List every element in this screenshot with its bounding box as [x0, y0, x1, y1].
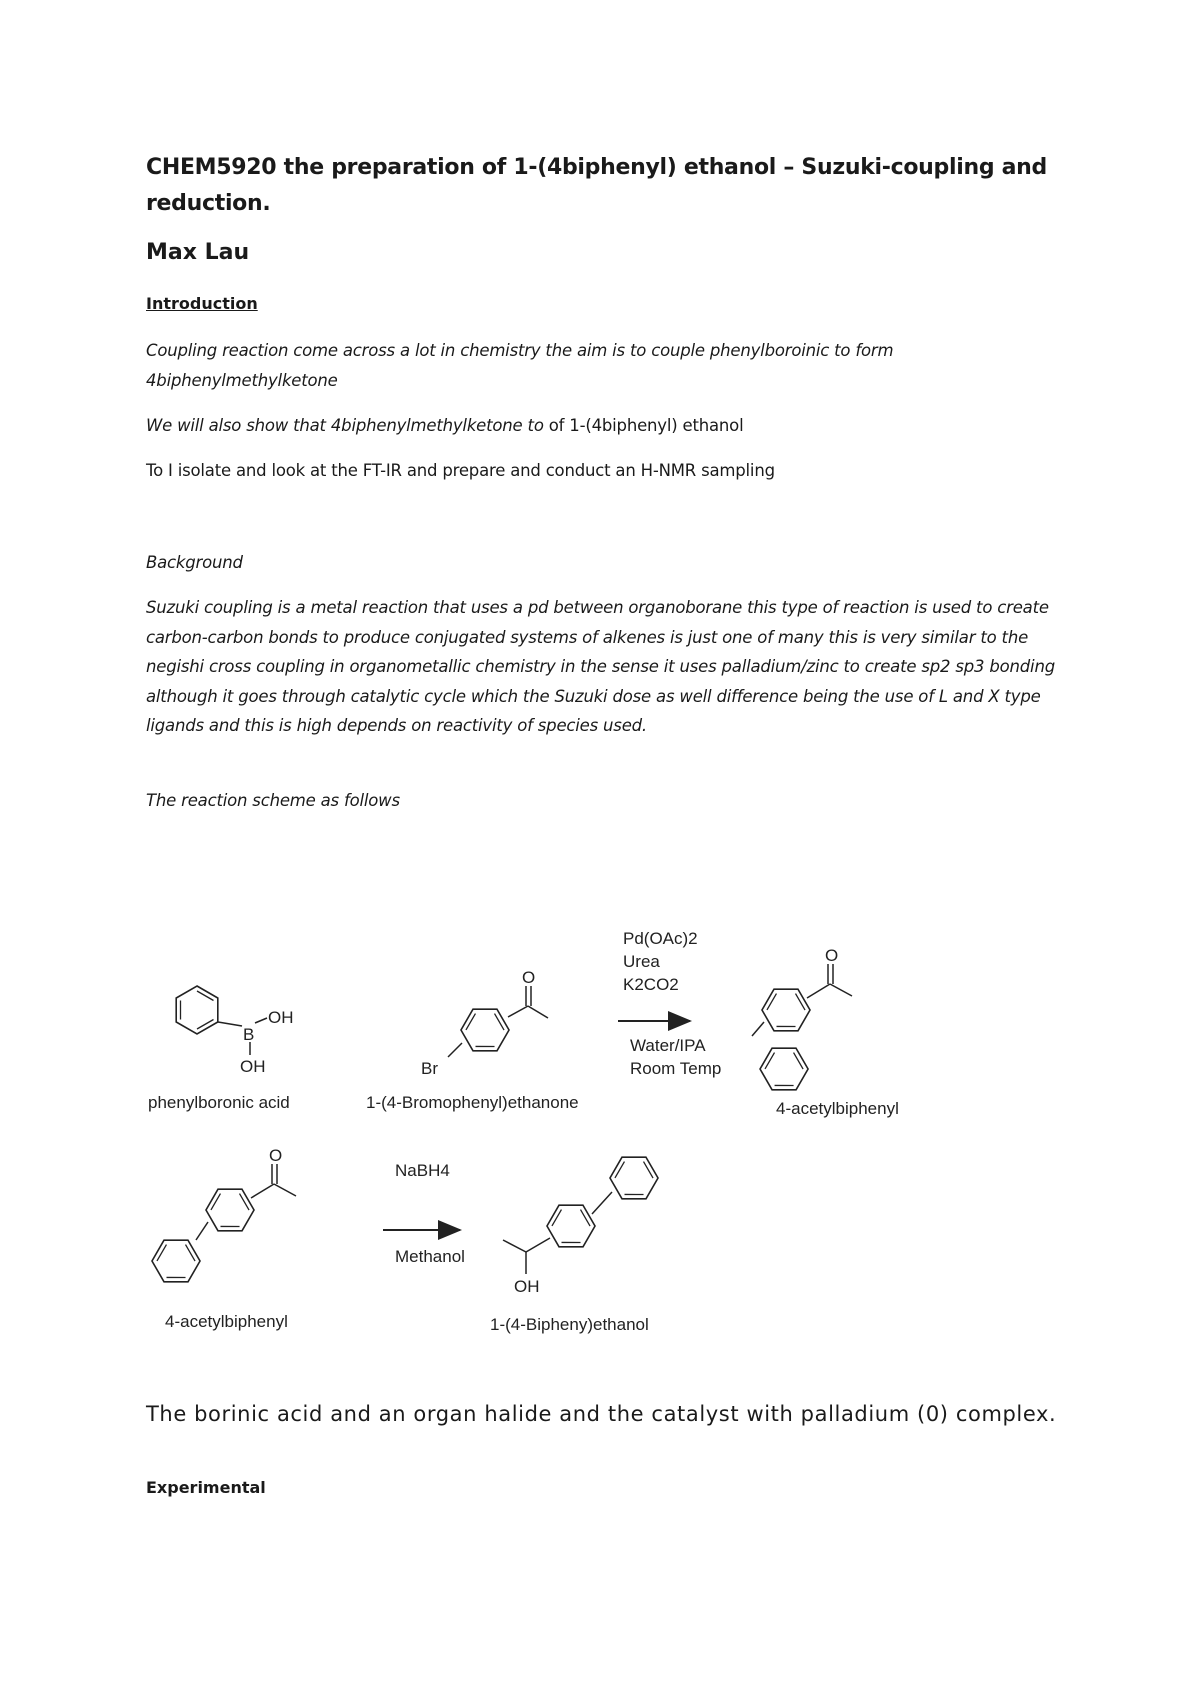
- reagent-methanol: Methanol: [395, 1247, 465, 1266]
- acetylbiphenyl-product-label: 4-acetylbiphenyl: [776, 1099, 899, 1118]
- condition-pd-oac2: Pd(OAc)2: [623, 929, 698, 948]
- experimental-heading: Experimental: [146, 1478, 266, 1497]
- bromophenyl-ethanone-label: 1-(4-Bromophenyl)ethanone: [366, 1093, 579, 1112]
- acetylbiphenyl-product-structure: [752, 946, 852, 1100]
- reactant-ketone-oxygen-label: O: [269, 1146, 283, 1165]
- scheme-intro-text: The reaction scheme as follows: [146, 791, 400, 810]
- boronic-oh-top-label: OH: [268, 1008, 294, 1027]
- biphenyl-ethanol-label: 1-(4-Bipheny)ethanol: [490, 1315, 649, 1334]
- boronic-oh-bottom-label: OH: [240, 1057, 266, 1076]
- intro-paragraph-2-regular: of 1-(4biphenyl) ethanol: [543, 416, 744, 435]
- author-name: Max Lau: [146, 240, 250, 265]
- boron-atom-label: B: [243, 1025, 255, 1044]
- reaction-scheme: [0, 910, 1200, 1380]
- introduction-heading: Introduction: [146, 294, 258, 313]
- reagent-nabh4: NaBH4: [395, 1161, 450, 1180]
- document-title: CHEM5920 the preparation of 1-(4biphenyl) ethanol – Suzuki-coupling and reduction.: [146, 155, 1047, 216]
- intro-paragraph-3: To I isolate and look at the FT-IR and prepare and conduct an H-NMR sampling: [146, 461, 775, 480]
- product-ketone-oxygen-label: O: [825, 946, 839, 965]
- background-paragraph: Suzuki coupling is a metal reaction that uses a pd between organoborane this type of reaction is used to create carbon-carbon bonds to produce conjugated systems of alkenes is just one of many this is very similar to the negishi cross coupling in organometallic chemistry in the sense it uses palladium/zinc to create sp2 sp3 bonding although it goes through catalytic cycle which the Suzuki dose as well difference being the use of L and X type ligands and this is high depends on reactivity of species used.: [146, 598, 1055, 735]
- phenylboronic-acid-label: phenylboronic acid: [148, 1093, 290, 1112]
- intro-paragraph-1: Coupling reaction come across a lot in chemistry the aim is to couple phenylboroinic to form 4biphenylmethylketone: [146, 341, 894, 390]
- condition-room-temp: Room Temp: [630, 1059, 722, 1078]
- background-heading: Background: [146, 553, 243, 572]
- ketone-oxygen-label: O: [522, 968, 536, 987]
- condition-k2co2: K2CO2: [623, 975, 679, 994]
- ethanol-oh-label: OH: [514, 1277, 540, 1296]
- intro-paragraph-2-italic: We will also show that 4biphenylmethylketone to: [146, 416, 544, 435]
- bromine-atom-label: Br: [421, 1059, 438, 1078]
- biphenyl-ethanol-structure: [503, 1147, 664, 1296]
- phenylboronic-acid-structure: [176, 986, 293, 1076]
- condition-water-ipa: Water/IPA: [630, 1036, 706, 1055]
- acetylbiphenyl-reactant-label: 4-acetylbiphenyl: [165, 1312, 288, 1331]
- intro-paragraph-2: [146, 411, 1076, 441]
- closing-statement: The borinic acid and an organ halide and the catalyst with palladium (0) complex.: [146, 1402, 1057, 1426]
- condition-urea: Urea: [623, 952, 660, 971]
- acetylbiphenyl-reactant-structure: [146, 1146, 296, 1292]
- bromophenyl-ethanone-structure: [421, 968, 548, 1078]
